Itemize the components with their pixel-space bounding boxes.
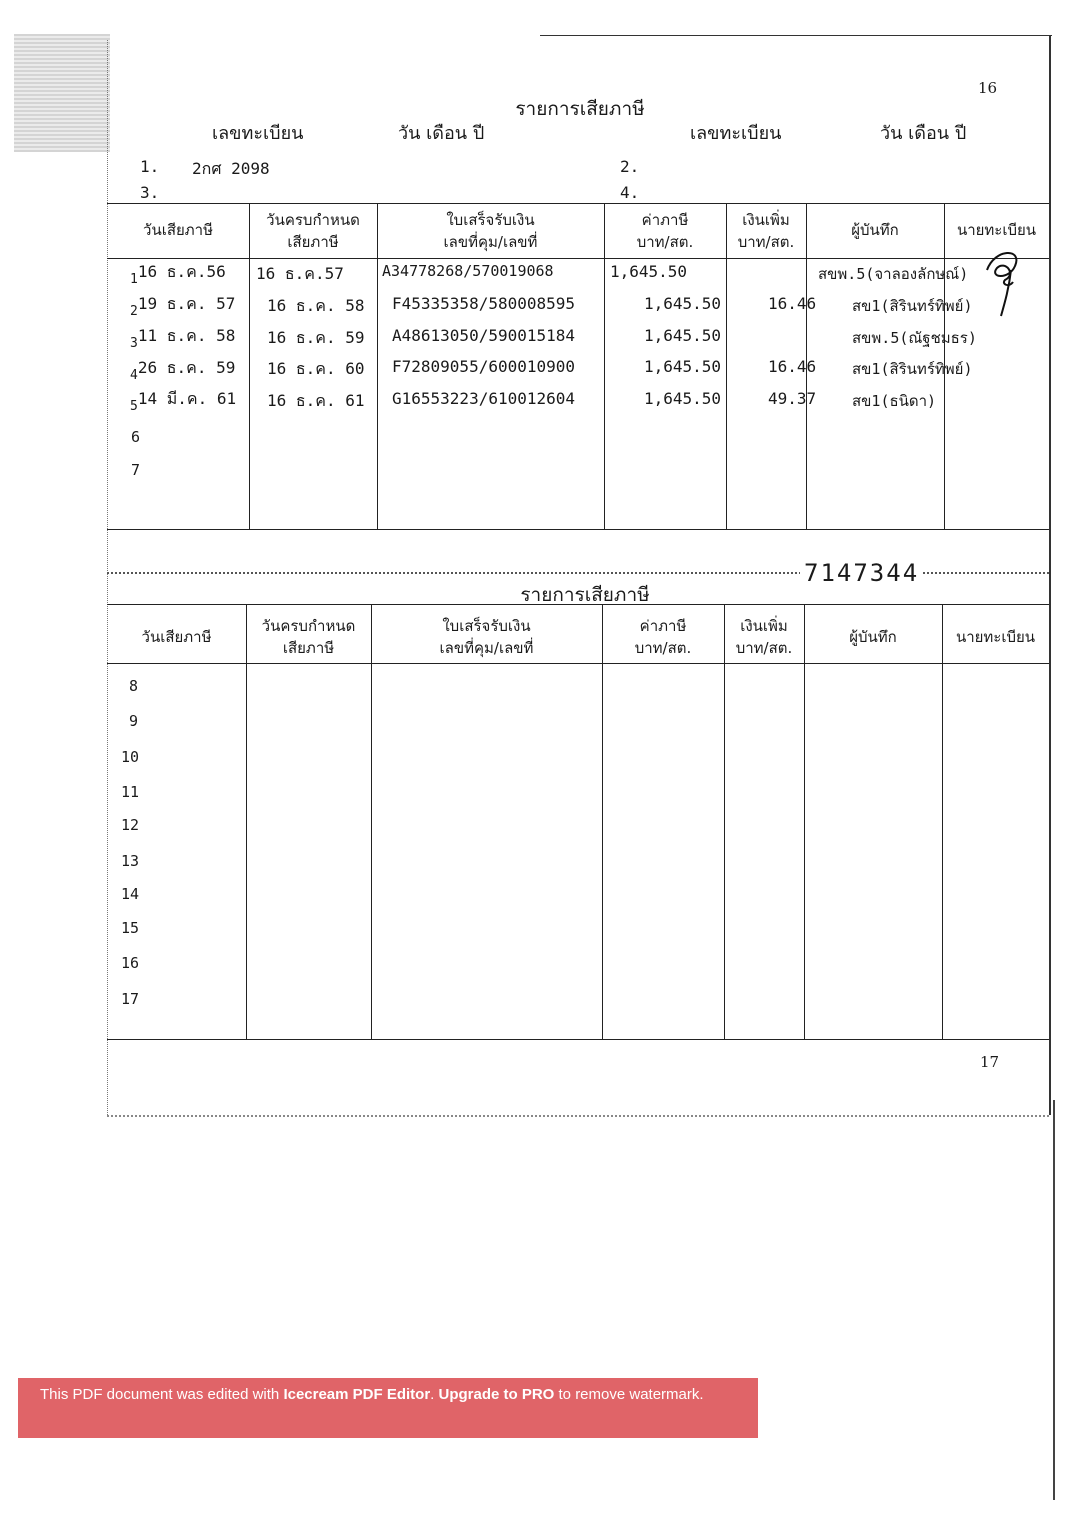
row-number: 8 [129,677,139,695]
col-header-tax: ค่าภาษี บาท/สต. [636,211,694,251]
recorder-cell: สขพ.5(ณัฐชมธร) [852,329,977,347]
scan-artifact [14,34,110,152]
row-number: 17 [121,990,140,1008]
col-header-registrar: นายทะเบียน [955,628,1036,646]
watermark-banner[interactable] [18,1378,758,1438]
col-header-extra: เงินเพิ่ม บาท/สต. [737,211,795,251]
receipt-cell: A48613050/590015184 [392,326,576,345]
recorder-cell: สขพ.5(จาลองลักษณ์) [818,265,969,283]
header-label-date-1: วัน เดือน ปี [398,123,485,144]
header-label-reg-1: เลขทะเบียน [212,123,304,144]
header-label-date-2: วัน เดือน ปี [880,123,967,144]
col-header-registrar: นายทะเบียน [956,221,1037,239]
row-number: 13 [121,852,140,870]
tax-cell: 1,645.50 [644,326,722,345]
due-date-cell: 16 ธ.ค. 58 [267,296,365,315]
receipt-cell: A34778268/570019068 [382,262,554,280]
col-header-receipt: ใบเสร็จรับเงิน เลขที่คุม/เลขที่ [443,211,538,251]
frame-line [107,1115,1049,1117]
reg-entry-num: 3. [140,183,160,202]
tax-cell: 1,645.50 [610,262,688,281]
watermark-sep: . [430,1386,439,1403]
reg-entry-num: 1. [140,157,160,176]
table2-col-divider [371,604,372,1039]
frame-line [540,35,1052,36]
header-label-reg-2: เลขทะเบียน [690,123,782,144]
row-number: 10 [121,748,140,766]
row-number: 7 [131,461,141,479]
row-number: 16 [121,954,140,972]
recorder-cell: สข1(สิรินทร์ทิพย์) [852,360,973,378]
col-header-due-date: วันครบกำหนด เสียภาษี [261,617,356,657]
col-header-recorder: ผู้บันทึก [851,221,899,239]
table2-col-divider [724,604,725,1039]
table2-top-border [107,604,1049,605]
row-number: 9 [129,712,139,730]
extra-cell: 49.37 [768,389,817,408]
col-header-paid-date: วันเสียภาษี [143,221,213,239]
upgrade-link[interactable]: Upgrade to PRO [438,1386,555,1403]
row-number: 6 [131,428,141,446]
table2-header-border [107,663,1049,664]
tax-cell: 1,645.50 [644,389,722,408]
due-date-cell: 16 ธ.ค.57 [256,264,344,283]
document-number: 7147344 [800,561,923,585]
tax-cell: 1,645.50 [644,357,722,376]
col-header-due-date: วันครบกำหนด เสียภาษี [266,211,360,251]
extra-cell: 16.46 [768,294,817,313]
table1-bottom-border [107,529,1049,530]
row-number: 14 [121,885,140,903]
row-number: 12 [121,816,140,834]
table2-col-divider [246,604,247,1039]
table2-col-divider [942,604,943,1039]
watermark-prefix: This PDF document was edited with [40,1386,284,1403]
frame-line [107,40,108,1115]
due-date-cell: 16 ธ.ค. 60 [267,359,365,378]
reg-entry-num: 4. [620,183,640,202]
frame-line [1049,35,1051,1115]
table2-col-divider [804,604,805,1039]
table2-col-divider [602,604,603,1039]
col-header-recorder: ผู้บันทึก [849,628,897,646]
page-number-bottom: 17 [980,1053,1000,1071]
table2-bottom-border [107,1039,1049,1040]
table-row: $_2$19 ธ.ค. 57 [130,294,236,319]
col-header-tax: ค่าภาษี บาท/สต. [634,617,692,657]
table-row: $_3$11 ธ.ค. 58 [130,326,236,351]
due-date-cell: 16 ธ.ค. 59 [267,328,365,347]
watermark-suffix: to remove watermark. [554,1386,704,1403]
tax-cell: 1,645.50 [644,294,722,313]
extra-cell: 16.46 [768,357,817,376]
section2-title: รายการเสียภาษี [520,584,650,606]
reg-entry-value: 2กศ 2098 [192,159,270,178]
recorder-cell: สข1(ธนิดา) [852,392,937,410]
col-header-extra: เงินเพิ่ม บาท/สต. [735,617,793,657]
table-row: $_5$14 มี.ค. 61 [130,389,237,414]
table-row: $_4$26 ธ.ค. 59 [130,358,236,383]
registrar-signature [975,240,1037,320]
reg-entry-num: 2. [620,157,640,176]
col-header-paid-date: วันเสียภาษี [141,628,212,646]
row-number: 11 [121,783,140,801]
receipt-cell: G16553223/610012604 [392,389,576,408]
recorder-cell: สข1(สิรินทร์ทิพย์) [852,297,973,315]
table-row: $_1$16 ธ.ค.56 [130,262,226,287]
due-date-cell: 16 ธ.ค. 61 [267,391,365,410]
row-number: 15 [121,919,140,937]
receipt-cell: F45335358/580008595 [392,294,576,313]
receipt-cell: F72809055/600010900 [392,357,576,376]
frame-line [1053,1100,1055,1500]
col-header-receipt: ใบเสร็จรับเงิน เลขที่คุม/เลขที่ [439,617,534,657]
watermark-product: Icecream PDF Editor [283,1386,431,1403]
page-number-top: 16 [978,79,998,97]
section1-title: รายการเสียภาษี [515,98,645,120]
